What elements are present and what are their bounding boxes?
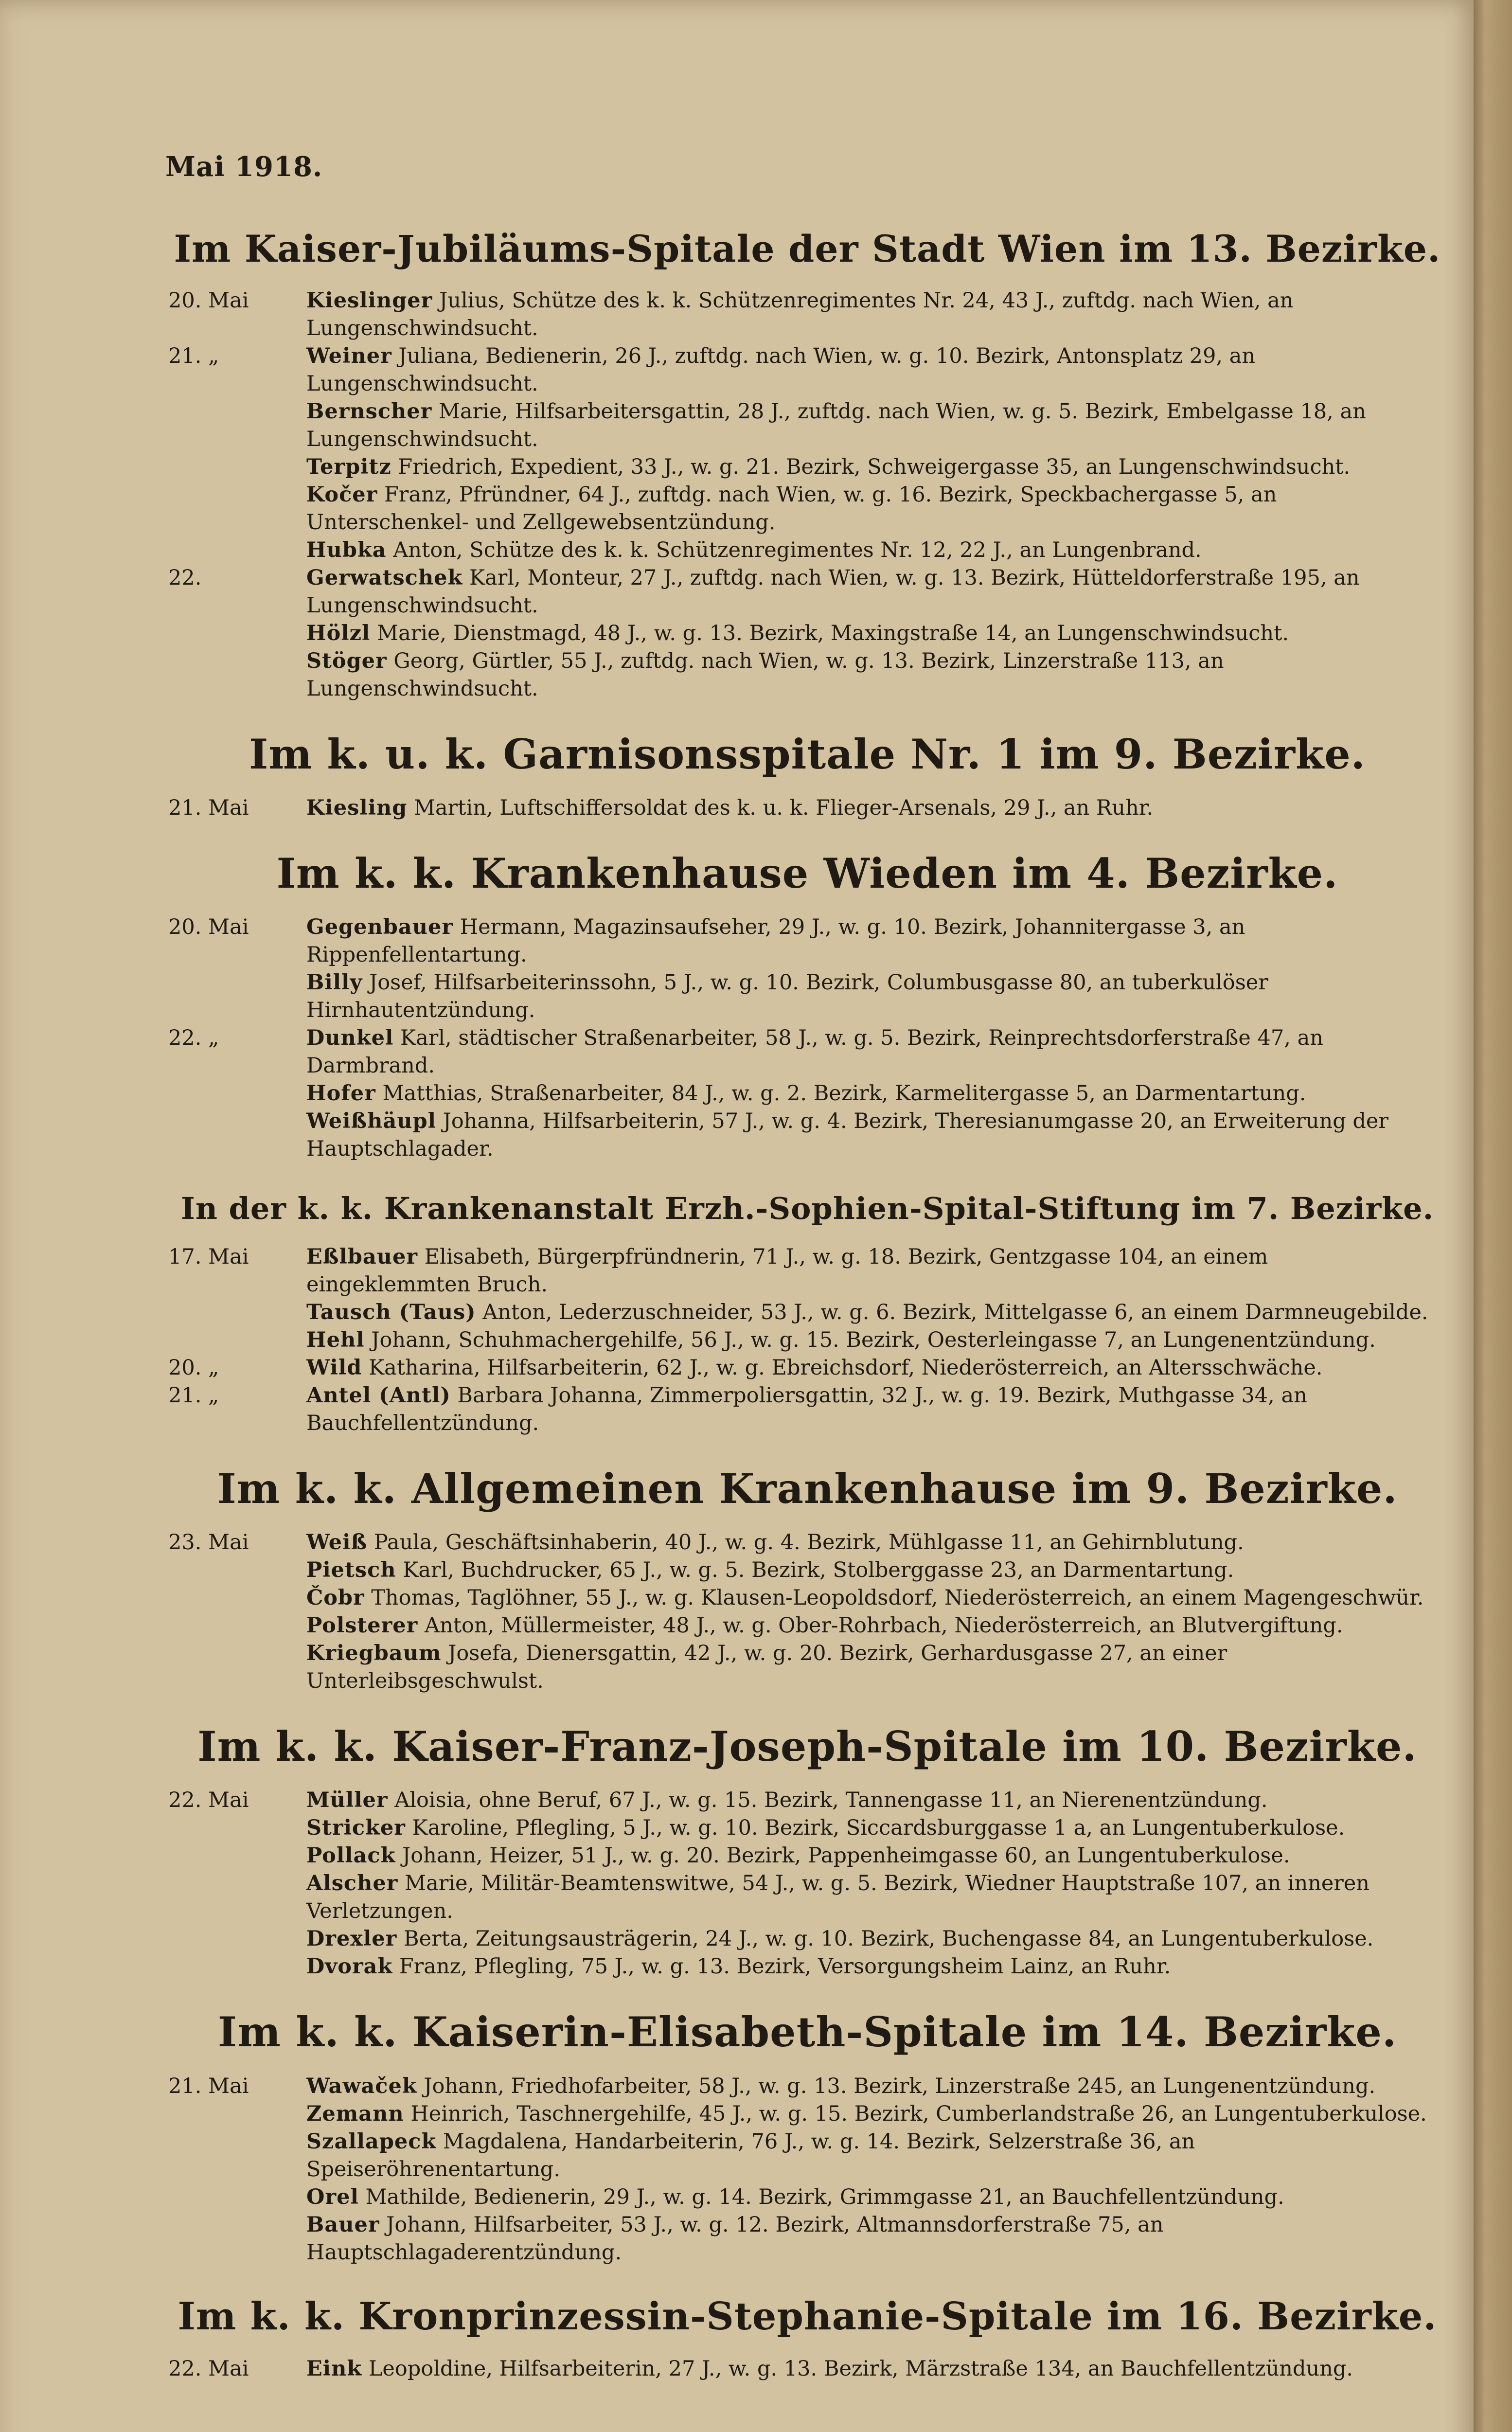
section-title: In der k. k. Krankenanstalt Erzh.-Sophien-Spital-Stiftung im 7. Bezirke. — [180, 1191, 1434, 1227]
entry-date — [165, 2183, 306, 2211]
entry-date: 17. Mai — [168, 1244, 249, 1269]
entry-text — [306, 453, 1449, 481]
entry-surname: Müller — [306, 1788, 388, 1813]
entry-surname: Kriegbaum — [306, 1641, 442, 1665]
entry-date — [165, 453, 306, 481]
entry-details: Josefa, Dienersgattin, 42 J., w. g. 20. Bezirk, Gerhardusgasse 27, an einer Unterleibsgeschwulst. — [306, 1641, 1227, 1693]
entry-date — [165, 1584, 306, 1612]
entry-details: Barbara Johanna, Zimmerpoliersgattin, 32 J., w. g. 19. Bezirk, Muthgasse 34, an Bauchfellentzündung. — [306, 1383, 1307, 1435]
death-entry — [165, 564, 1449, 620]
entry-surname: Weißhäupl — [306, 1109, 436, 1134]
entry-surname: Orel — [306, 2184, 359, 2209]
entry-date: 21. „ — [168, 1383, 219, 1408]
entry-surname: Polsterer — [306, 1613, 418, 1638]
entry-text — [306, 1584, 1449, 1612]
section-title: Im k. k. Kronprinzessin-Stephanie-Spitale im 16. Bezirke. — [178, 2294, 1437, 2339]
entry-surname: Wawaček — [306, 2074, 417, 2098]
death-entry — [165, 620, 1449, 647]
entry-details: Heinrich, Taschnergehilfe, 45 J., w. g. 15. Bezirk, Cumberlandstraße 26, an Lungentuberkulose. — [404, 2101, 1427, 2126]
entry-details: Karl, Buchdrucker, 65 J., w. g. 5. Bezirk, Stolberggasse 23, an Darmentartung. — [396, 1557, 1234, 1582]
entry-text — [306, 481, 1449, 536]
entry-date — [165, 2128, 306, 2183]
death-entry — [165, 1080, 1449, 1108]
entry-date — [165, 1299, 306, 1326]
death-entry — [165, 2355, 1449, 2383]
entry-text — [306, 1243, 1449, 1299]
entry-surname: Bernscher — [306, 399, 432, 424]
entry-date — [165, 536, 306, 564]
death-entry — [165, 1556, 1449, 1584]
entry-surname: Stricker — [306, 1816, 406, 1841]
entry-details: Juliana, Bedienerin, 26 J., zuftdg. nach Wien, w. g. 10. Bezirk, Antonsplatz 29, an Lungenschwindsucht. — [306, 343, 1256, 396]
death-entry — [165, 453, 1449, 481]
entry-text — [306, 1326, 1449, 1354]
entry-date: 20. Mai — [168, 915, 249, 940]
entry-surname: Hubka — [306, 537, 387, 562]
entry-date: 23. Mai — [168, 1530, 249, 1555]
entry-text — [306, 1299, 1449, 1326]
entry-date — [165, 481, 306, 536]
entry-text — [306, 564, 1449, 620]
section-title: Im k. k. Kaiserin-Elisabeth-Spitale im 14. Bezirke. — [217, 2008, 1397, 2056]
entry-text — [306, 2100, 1449, 2128]
entry-surname: Alscher — [306, 1871, 398, 1896]
hospital-section — [165, 1466, 1449, 1695]
entry-text — [306, 1814, 1449, 1842]
entry-date: 21. „ — [168, 343, 219, 368]
entry-details: Matthias, Straßenarbeiter, 84 J., w. g. 2. Bezirk, Karmelitergasse 5, an Darmentartung. — [375, 1081, 1306, 1106]
hospital-section — [165, 732, 1449, 822]
entry-date — [165, 1080, 306, 1108]
death-entry — [165, 342, 1449, 398]
entry-date — [165, 1640, 306, 1695]
section-title: Im k. u. k. Garnisonsspitale Nr. 1 im 9. Bezirke. — [249, 730, 1366, 778]
death-entry — [165, 1584, 1449, 1612]
entry-date — [165, 2100, 306, 2128]
death-entry — [165, 1953, 1449, 1981]
entry-details: Johann, Hilfsarbeiter, 53 J., w. g. 12. Bezirk, Altmannsdorferstraße 75, an Hauptschlagaderentzündung. — [306, 2212, 1164, 2265]
entry-details: Johann, Schuhmachergehilfe, 56 J., w. g. 15. Bezirk, Oesterleingasse 7, an Lungenentzündung. — [364, 1327, 1376, 1352]
page-header: Mai 1918. — [165, 151, 323, 183]
entry-surname: Dvorak — [306, 1954, 393, 1979]
death-entry — [165, 794, 1449, 822]
entry-date — [165, 1814, 306, 1842]
entry-details: Hermann, Magazinsaufseher, 29 J., w. g. 10. Bezirk, Johannitergasse 3, an Rippenfellentartung. — [306, 915, 1245, 967]
death-entry — [165, 2100, 1449, 2128]
entry-surname: Čobr — [306, 1585, 365, 1610]
entry-text — [306, 1925, 1449, 1953]
hospital-section — [165, 229, 1449, 703]
entry-details: Anton, Müllermeister, 48 J., w. g. Ober-Rohrbach, Niederösterreich, an Blutvergiftung. — [418, 1613, 1343, 1638]
entry-details: Leopoldine, Hilfsarbeiterin, 27 J., w. g. 13. Bezirk, Märzstraße 134, an Bauchfellentzündung. — [362, 2356, 1353, 2381]
entry-text — [306, 794, 1449, 822]
entry-details: Magdalena, Handarbeiterin, 76 J., w. g. 14. Bezirk, Selzerstraße 36, an Speiseröhrenentartung. — [306, 2129, 1195, 2182]
entry-details: Berta, Zeitungsausträgerin, 24 J., w. g. 10. Bezirk, Buchengasse 84, an Lungentuberkulose. — [397, 1927, 1374, 1951]
entry-details: Georg, Gürtler, 55 J., zuftdg. nach Wien, w. g. 13. Bezirk, Linzerstraße 113, an Lungenschwindsucht. — [306, 648, 1224, 701]
entry-date: 22. Mai — [168, 2356, 249, 2381]
death-entry — [165, 1842, 1449, 1870]
entry-text — [306, 913, 1449, 969]
entry-surname: Bauer — [306, 2212, 380, 2237]
death-entry — [165, 969, 1449, 1024]
entry-surname: Kočer — [306, 482, 378, 507]
entry-details: Marie, Militär-Beamtenswitwe, 54 J., w. g. 5. Bezirk, Wiedner Hauptstraße 107, an inneren Verletzungen. — [306, 1871, 1370, 1924]
entry-details: Martin, Luftschiffersoldat des k. u. k. Flieger-Arsenals, 29 J., an Ruhr. — [407, 795, 1154, 820]
death-entry — [165, 1382, 1449, 1437]
entry-details: Mathilde, Bedienerin, 29 J., w. g. 14. Bezirk, Grimmgasse 21, an Bauchfellentzündung. — [358, 2184, 1284, 2209]
death-entry — [165, 536, 1449, 564]
entry-surname: Weiß — [306, 1530, 368, 1555]
entry-text — [306, 342, 1449, 398]
entry-surname: Pollack — [306, 1843, 396, 1868]
entry-surname: Billy — [306, 970, 363, 995]
entry-text — [306, 2183, 1449, 2211]
death-entry — [165, 2128, 1449, 2183]
death-entry — [165, 1814, 1449, 1842]
death-entry — [165, 1529, 1449, 1556]
death-entry — [165, 1243, 1449, 1299]
entry-details: Karoline, Pflegling, 5 J., w. g. 10. Bezirk, Siccardsburggasse 1 a, an Lungentuberkulose. — [405, 1816, 1345, 1841]
entry-text — [306, 2128, 1449, 2183]
section-title: Im k. k. Krankenhause Wieden im 4. Bezirke. — [276, 849, 1338, 897]
entry-details: Marie, Dienstmagd, 48 J., w. g. 13. Bezirk, Maxingstraße 14, an Lungenschwindsucht. — [370, 621, 1289, 645]
entry-surname: Szallapeck — [306, 2129, 437, 2154]
entry-text — [306, 536, 1449, 564]
entry-surname: Gerwatschek — [306, 565, 463, 590]
death-entry — [165, 1640, 1449, 1695]
entry-date — [165, 620, 306, 647]
entry-date — [165, 1612, 306, 1640]
entry-text — [306, 1612, 1449, 1640]
page-edge — [1474, 0, 1512, 2432]
death-entry — [165, 1354, 1449, 1382]
death-entry — [165, 1326, 1449, 1354]
entry-text — [306, 1870, 1449, 1925]
entry-surname: Kiesling — [306, 795, 408, 820]
entry-date — [165, 1870, 306, 1925]
entry-details: Franz, Pflegling, 75 J., w. g. 13. Bezirk, Versorgungsheim Lainz, an Ruhr. — [392, 1954, 1171, 1979]
entry-date — [165, 1326, 306, 1354]
entry-surname: Hofer — [306, 1081, 376, 1106]
death-entry — [165, 2073, 1449, 2100]
entry-date: 21. Mai — [168, 2074, 249, 2098]
entry-text — [306, 1529, 1449, 1556]
entry-details: Karl, städtischer Straßenarbeiter, 58 J., w. g. 5. Bezirk, Reinprechtsdorferstraße 47, an Darmbrand. — [306, 1026, 1323, 1078]
entry-date: 21. Mai — [168, 795, 249, 820]
entry-text — [306, 287, 1449, 342]
death-entry — [165, 1787, 1449, 1814]
entry-surname: Tausch (Taus) — [306, 1300, 476, 1324]
entry-text — [306, 1842, 1449, 1870]
entry-text — [306, 647, 1449, 703]
death-entry — [165, 1108, 1449, 1163]
entry-surname: Hölzl — [306, 621, 371, 645]
entry-surname: Weiner — [306, 343, 392, 368]
entry-date: 20. Mai — [168, 288, 249, 313]
entry-surname: Antel (Antl) — [306, 1383, 451, 1408]
entry-surname: Kieslinger — [306, 288, 433, 313]
hospital-section — [165, 1724, 1449, 1981]
hospital-section — [165, 2010, 1449, 2266]
entry-details: Aloisia, ohne Beruf, 67 J., w. g. 15. Bezirk, Tannengasse 11, an Nierenentzündung. — [388, 1788, 1268, 1813]
death-entry — [165, 1925, 1449, 1953]
entry-surname: Wild — [306, 1355, 362, 1380]
entry-date: 22. „ — [168, 1026, 219, 1051]
entry-details: Marie, Hilfsarbeitersgattin, 28 J., zuftdg. nach Wien, w. g. 5. Bezirk, Embelgasse 18, an Lungenschwindsucht. — [306, 399, 1366, 451]
section-title: Im k. k. Allgemeinen Krankenhause im 9. Bezirke. — [217, 1464, 1398, 1513]
death-entry — [165, 481, 1449, 536]
entry-surname: Eink — [306, 2356, 362, 2381]
entry-date — [165, 1953, 306, 1981]
entry-text — [306, 1080, 1449, 1108]
entry-details: Thomas, Taglöhner, 55 J., w. g. Klausen-Leopoldsdorf, Niederösterreich, an einem Magengeschwür. — [364, 1585, 1424, 1610]
entry-text — [306, 1953, 1449, 1981]
entry-surname: Gegenbauer — [306, 915, 453, 940]
entry-date — [165, 1556, 306, 1584]
entry-surname: Pietsch — [306, 1557, 396, 1582]
entry-surname: Drexler — [306, 1927, 397, 1951]
entry-date — [165, 969, 306, 1024]
entry-text — [306, 620, 1449, 647]
entry-surname: Hehl — [306, 1327, 365, 1352]
entry-details: Julius, Schütze des k. k. Schützenregimentes Nr. 24, 43 J., zuftdg. nach Wien, an Lungenschwindsucht. — [306, 288, 1294, 340]
death-entry — [165, 2183, 1449, 2211]
death-entry — [165, 1612, 1449, 1640]
entry-text — [306, 1556, 1449, 1584]
entry-text — [306, 1640, 1449, 1695]
entry-date — [165, 1108, 306, 1163]
entry-text — [306, 1354, 1449, 1382]
death-entry — [165, 1024, 1449, 1080]
entry-text — [306, 969, 1449, 1024]
entry-details: Johann, Heizer, 51 J., w. g. 20. Bezirk, Pappenheimgasse 60, an Lungentuberkulose. — [395, 1843, 1290, 1868]
section-title: Im Kaiser-Jubiläums-Spitale der Stadt Wien im 13. Bezirke. — [174, 227, 1441, 270]
death-entry — [165, 1870, 1449, 1925]
entry-details: Josef, Hilfsarbeiterinssohn, 5 J., w. g. 10. Bezirk, Columbusgasse 80, an tuberkulöser Hirnhautentzündung. — [306, 970, 1268, 1023]
entry-details: Anton, Lederzuschneider, 53 J., w. g. 6. Bezirk, Mittelgasse 6, an einem Darmneugebilde. — [476, 1300, 1428, 1324]
entry-date — [165, 2211, 306, 2267]
entry-details: Friedrich, Expedient, 33 J., w. g. 21. Bezirk, Schweigergasse 35, an Lungenschwindsucht. — [391, 454, 1351, 479]
entry-date: 22. Mai — [168, 1788, 249, 1813]
entry-text — [306, 1108, 1449, 1163]
entry-text — [306, 2073, 1449, 2100]
entry-details: Anton, Schütze des k. k. Schützenregimentes Nr. 12, 22 J., an Lungenbrand. — [386, 537, 1202, 562]
entry-surname: Dunkel — [306, 1026, 394, 1051]
entry-date — [165, 398, 306, 453]
death-entry — [165, 647, 1449, 703]
entry-text — [306, 1382, 1449, 1437]
entry-text — [306, 398, 1449, 453]
entry-text — [306, 1787, 1449, 1814]
entry-details: Paula, Geschäftsinhaberin, 40 J., w. g. 4. Bezirk, Mühlgasse 11, an Gehirnblutung. — [367, 1530, 1244, 1555]
death-entry — [165, 2211, 1449, 2267]
hospital-section — [165, 1192, 1449, 1437]
death-entry — [165, 913, 1449, 969]
document-body — [165, 229, 1449, 2383]
entry-details: Johanna, Hilfsarbeiterin, 57 J., w. g. 4. Bezirk, Theresianumgasse 20, an Erweiterung der Hauptschlagader. — [306, 1109, 1388, 1162]
entry-text — [306, 2211, 1449, 2267]
entry-date: 20. „ — [168, 1355, 219, 1380]
death-entry — [165, 1299, 1449, 1326]
entry-surname: Zemann — [306, 2101, 404, 2126]
entry-text — [306, 1024, 1449, 1080]
section-title: Im k. k. Kaiser-Franz-Joseph-Spitale im 10. Bezirke. — [197, 1722, 1417, 1770]
entry-details: Johann, Friedhofarbeiter, 58 J., w. g. 13. Bezirk, Linzerstraße 245, an Lungenentzündung. — [417, 2074, 1376, 2098]
hospital-section — [165, 851, 1449, 1163]
entry-date: 22. — [168, 565, 202, 590]
entry-date — [165, 1925, 306, 1953]
entry-details: Elisabeth, Bürgerpfründnerin, 71 J., w. g. 18. Bezirk, Gentzgasse 104, an einem eingeklemmten Bruch. — [306, 1244, 1268, 1297]
entry-surname: Eßlbauer — [306, 1244, 418, 1269]
death-entry — [165, 287, 1449, 342]
entry-details: Karl, Monteur, 27 J., zuftdg. nach Wien, w. g. 13. Bezirk, Hütteldorferstraße 195, an Lungenschwindsucht. — [306, 565, 1360, 618]
entry-details: Franz, Pfründner, 64 J., zuftdg. nach Wien, w. g. 16. Bezirk, Speckbachergasse 5, an Unterschenkel- und Zellgewebsentzündung. — [306, 482, 1277, 535]
entry-date — [165, 647, 306, 703]
hospital-section — [165, 2296, 1449, 2383]
entry-surname: Terpitz — [306, 454, 391, 479]
entry-surname: Stöger — [306, 648, 387, 673]
death-entry — [165, 398, 1449, 453]
entry-details: Katharina, Hilfsarbeiterin, 62 J., w. g. Ebreichsdorf, Niederösterreich, an Altersschwäche. — [362, 1355, 1323, 1380]
entry-text — [306, 2355, 1449, 2383]
entry-date — [165, 1842, 306, 1870]
